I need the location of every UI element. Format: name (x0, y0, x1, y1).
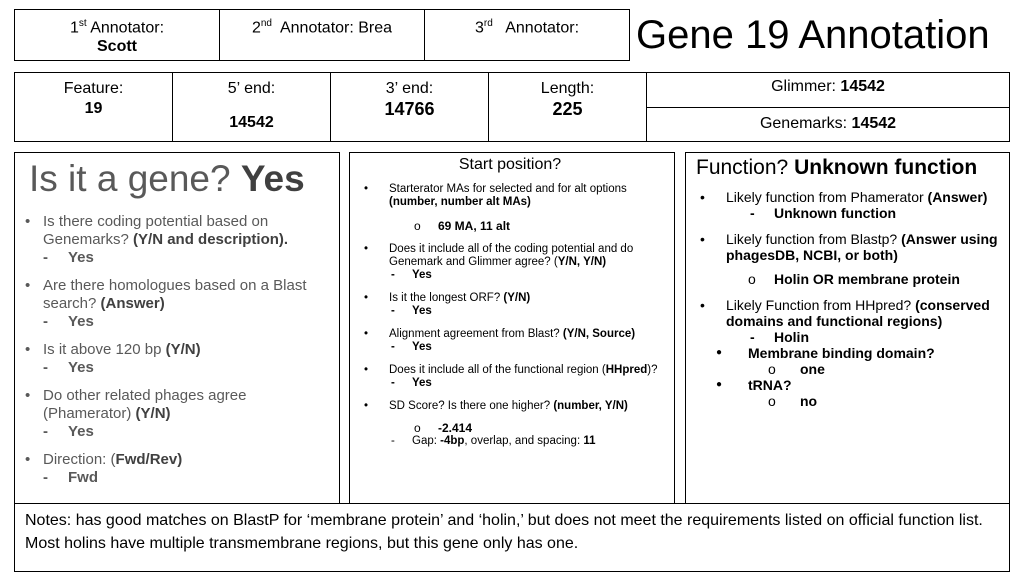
function-heading: Function? Unknown function (696, 156, 978, 179)
three-end-value: 14766 (384, 99, 435, 119)
function-answer-trna: o no (690, 393, 1003, 409)
five-end-cell (172, 72, 331, 142)
function-answer-blastp: o Holin OR membrane protein (690, 271, 1003, 287)
function-question-blastp: • Likely function from Blastp? (Answer using phagesDB, NCBI, or both) (690, 231, 1003, 263)
glimmer-label: Glimmer: (771, 78, 836, 95)
function-panel (685, 152, 1010, 504)
gene-answer-homologues: - Yes (19, 313, 331, 331)
length-cell (488, 72, 647, 142)
start-question-sd-score: • SD Score? Is there one higher? (number, Y/N) (354, 400, 666, 413)
start-question-coding: • Does it include all of the coding potential and do Genemark and Glimmer agree? (Y/N, Y/N) (354, 243, 666, 269)
annotator-2-cell (219, 9, 425, 61)
length-value: 225 (552, 99, 583, 119)
start-question-hhpred: • Does it include all of the functional region (HHpred)? (354, 364, 666, 377)
start-answer-sd-score: o -2.414 (354, 421, 666, 435)
start-panel (349, 152, 675, 504)
length-label: Length: (540, 80, 595, 97)
feature-label: Feature: (63, 80, 124, 97)
function-answer-phamerator: - Unknown function (690, 205, 1003, 221)
annotator-2-label: 2nd Annotator: Brea (251, 18, 393, 37)
three-end-label: 3’ end: (385, 80, 434, 97)
gene-question-coding: • Is there coding potential based on Genemarks? (Y/N and description). (19, 213, 331, 249)
annotator-1-name: Scott (97, 38, 137, 56)
start-question-blast: • Alignment agreement from Blast? (Y/N, Source) (354, 328, 666, 341)
start-heading: Start position? (458, 156, 562, 173)
glimmer-cell (646, 72, 1010, 108)
notes-text: Notes: has good matches on BlastP for ‘membrane protein’ and ‘holin,’ but does not meet the requirements listed on official function list. Most holins have multiple transmembrane regions, but this gene only has one. (25, 512, 983, 552)
gene-heading: Is it a gene? Yes (29, 158, 305, 199)
page-title: Gene 19 Annotation (636, 13, 990, 57)
gene-answer-direction: - Fwd (19, 469, 331, 487)
three-end-cell (330, 72, 489, 142)
start-answer-hhpred: - Yes (354, 377, 666, 390)
start-gap-line: - Gap: -4bp, overlap, and spacing: 11 (354, 435, 666, 448)
gene-answer-phamerator: - Yes (19, 423, 331, 441)
notes-box (14, 503, 1010, 572)
feature-value: 19 (84, 100, 103, 117)
function-question-hhpred: • Likely Function from HHpred? (conserved domains and functional regions) (690, 297, 1003, 329)
annotator-1-cell (14, 9, 220, 61)
annotator-3-cell (424, 9, 630, 61)
gene-panel (14, 152, 340, 504)
annotator-1-label: 1st Annotator: (69, 18, 165, 37)
function-question-trna: ● tRNA? (690, 377, 1003, 393)
glimmer-value: 14542 (840, 78, 885, 95)
gene-question-length: • Is it above 120 bp (Y/N) (19, 341, 331, 359)
gene-question-phamerator: • Do other related phages agree (Phamerator) (Y/N) (19, 387, 331, 423)
start-answer-blast: - Yes (354, 341, 666, 354)
start-answer-orf: - Yes (354, 305, 666, 318)
five-end-label: 5’ end: (227, 80, 276, 97)
function-question-membrane: ● Membrane binding domain? (690, 345, 1003, 361)
function-answer-hhpred: - Holin (690, 329, 1003, 345)
feature-cell (14, 72, 173, 142)
gene-answer-coding: - Yes (19, 249, 331, 267)
genemarks-cell (646, 107, 1010, 142)
start-answer-coding: - Yes (354, 269, 666, 282)
start-answer-starterator: o 69 MA, 11 alt (354, 219, 666, 233)
genemarks-label: Genemarks: (759, 115, 848, 132)
genemarks-value: 14542 (851, 115, 897, 132)
start-question-orf: • Is it the longest ORF? (Y/N) (354, 292, 666, 305)
gene-answer-length: - Yes (19, 359, 331, 377)
start-question-starterator: • Starterator MAs for selected and for alt options (number, number alt MAs) (354, 183, 666, 209)
annotator-3-label: 3rd Annotator: (474, 18, 580, 37)
function-answer-membrane: o one (690, 361, 1003, 377)
five-end-value: 14542 (229, 114, 274, 131)
gene-question-homologues: • Are there homologues based on a Blast search? (Answer) (19, 277, 331, 313)
function-question-phamerator: • Likely function from Phamerator (Answer) (690, 189, 1003, 205)
gene-question-direction: • Direction: (Fwd/Rev) (19, 451, 331, 469)
